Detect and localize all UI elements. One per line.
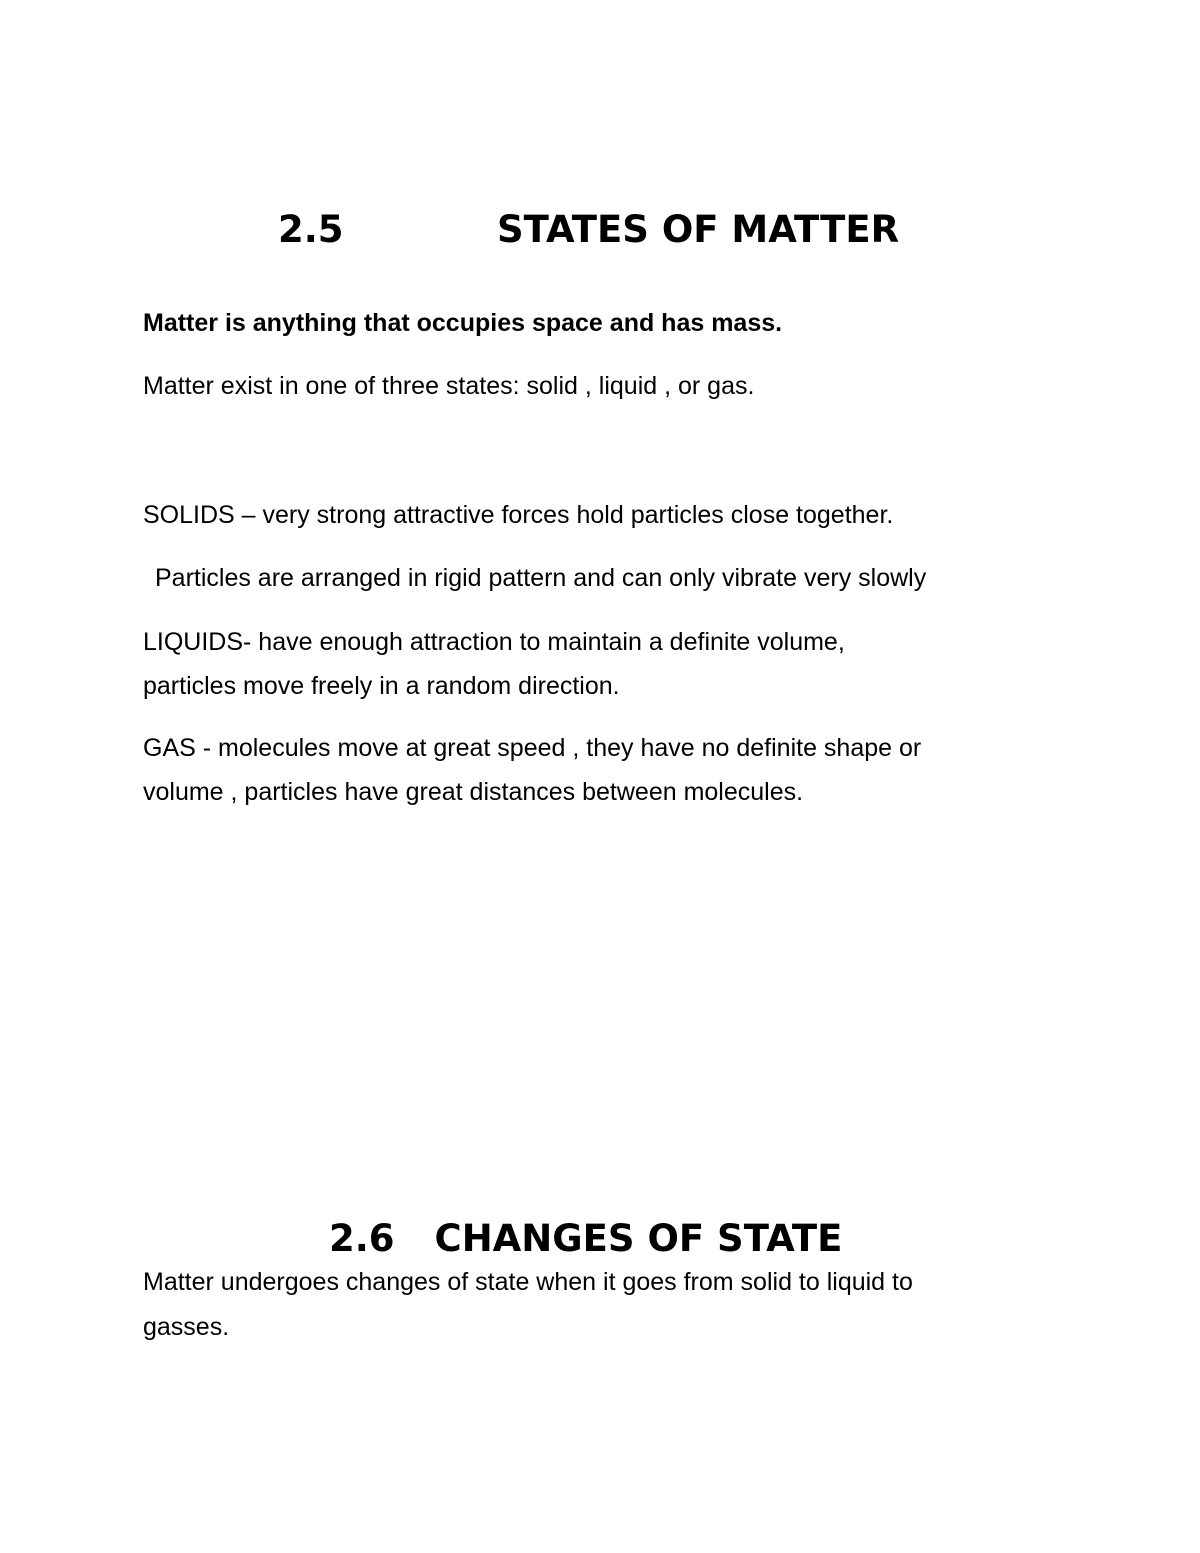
liquids-paragraph-line-1: LIQUIDS- have enough attraction to maintain a definite volume,	[143, 628, 845, 656]
matter-definition: Matter is anything that occupies space and has mass.	[143, 309, 783, 337]
section-2-6-heading	[329, 1217, 842, 1261]
section-2-6-number: 2.6	[329, 1217, 395, 1260]
states-intro: Matter exist in one of three states: solid , liquid , or gas.	[143, 372, 755, 400]
gas-paragraph-line-2: volume , particles have great distances between molecules.	[143, 778, 804, 806]
section-2-5-number: 2.5	[278, 208, 344, 251]
section-2-6-title: CHANGES OF STATE	[434, 1217, 843, 1260]
changes-paragraph-line-2: gasses.	[143, 1313, 230, 1341]
solids-paragraph: SOLIDS – very strong attractive forces hold particles close together.	[143, 501, 894, 529]
gas-paragraph-line-1: GAS - molecules move at great speed , they have no definite shape or	[143, 734, 922, 762]
liquids-paragraph-line-2: particles move freely in a random direction.	[143, 672, 620, 700]
section-2-5-title: STATES OF MATTER	[497, 208, 900, 251]
changes-paragraph-line-1: Matter undergoes changes of state when it goes from solid to liquid to	[143, 1268, 913, 1296]
solids-detail: Particles are arranged in rigid pattern and can only vibrate very slowly	[155, 564, 927, 592]
